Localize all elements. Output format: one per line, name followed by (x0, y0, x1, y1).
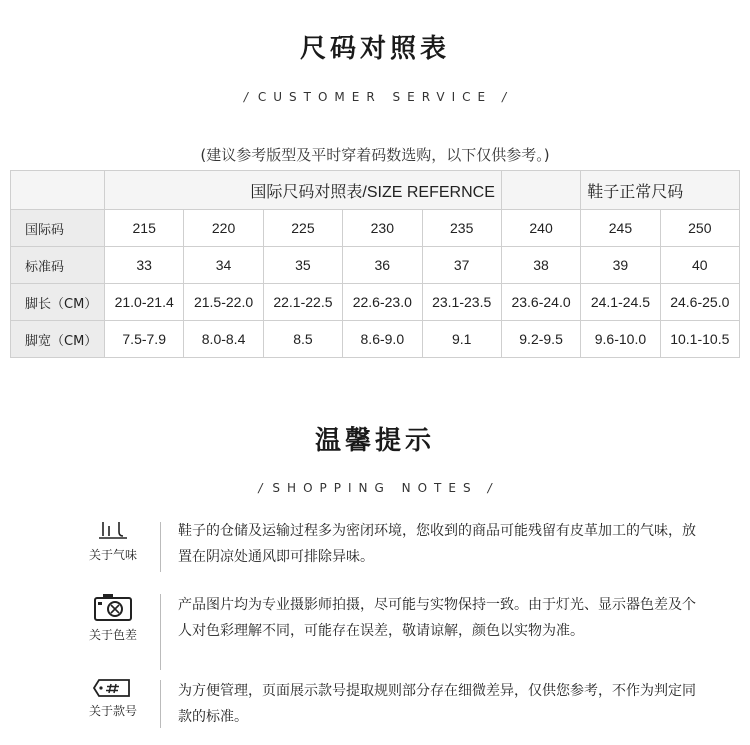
table-cell: 38 (501, 247, 580, 284)
table-header-main: 国际尺码对照表/SIZE REFERNCE (105, 171, 502, 210)
table-cell: 36 (343, 247, 422, 284)
table-cell: 22.6-23.0 (343, 284, 422, 321)
table-cell: 21.5-22.0 (184, 284, 263, 321)
table-cell: 220 (184, 210, 263, 247)
tip-label: 关于款号 (88, 704, 137, 718)
table-row (11, 284, 740, 321)
table-cell: 24.6-25.0 (660, 284, 739, 321)
tip-text: 产品图片均为专业摄影师拍摄，尽可能与实物保持一致。由于灯光、显示器色差及个人对色彩理解不同，可能存在误差，敬请谅解，颜色以实物为准。 (178, 597, 696, 639)
tip-label: 关于气味 (88, 548, 137, 562)
table-row (11, 247, 740, 284)
table-cell: 39 (581, 247, 660, 284)
table-cell: 33 (105, 247, 184, 284)
table-cell: 10.1-10.5 (660, 321, 739, 358)
tip-text: 鞋子的仓储及运输过程多为密闭环境，您收到的商品可能残留有皮革加工的气味，放置在阴凉处通风即可排除异味。 (178, 523, 696, 565)
table-cell: 23.6-24.0 (501, 284, 580, 321)
table-cell: 24.1-24.5 (581, 284, 660, 321)
table-cell: 9.1 (422, 321, 501, 358)
shopping-notes-subtitle (0, 481, 750, 495)
size-chart-title: 尺码对照表 (299, 34, 450, 64)
table-cell: 225 (263, 210, 342, 247)
table-cell: 37 (422, 247, 501, 284)
tag-icon (93, 678, 133, 698)
table-cell: 250 (660, 210, 739, 247)
tips-title: 温馨提示 (314, 426, 435, 456)
camera-icon (93, 592, 133, 622)
table-cell: 7.5-7.9 (105, 321, 184, 358)
table-cell: 235 (422, 210, 501, 247)
row-label: 标准码 (11, 247, 105, 284)
header-spacer (501, 171, 580, 210)
slash-right: / (502, 90, 507, 104)
reference-note: (建议参考版型及平时穿着码数选购，以下仅供参考。) (200, 146, 550, 164)
table-cell: 240 (501, 210, 580, 247)
table-cell: 9.6-10.0 (581, 321, 660, 358)
table-cell: 40 (660, 247, 739, 284)
header-blank-cell (11, 171, 105, 210)
row-label: 国际码 (11, 210, 105, 247)
table-cell: 21.0-21.4 (105, 284, 184, 321)
subtitle-text: CUSTOMER SERVICE (257, 90, 493, 104)
table-header-row (11, 171, 740, 210)
table-cell: 9.2-9.5 (501, 321, 580, 358)
table-row (11, 210, 740, 247)
table-cell: 34 (184, 247, 263, 284)
table-cell: 8.0-8.4 (184, 321, 263, 358)
subtitle-text: SHOPPING NOTES (272, 481, 478, 495)
row-label: 脚长（CM） (11, 284, 105, 321)
table-cell: 8.5 (263, 321, 342, 358)
table-cell: 8.6-9.0 (343, 321, 422, 358)
table-cell: 245 (581, 210, 660, 247)
smell-icon (95, 520, 131, 542)
tip-icon-block (78, 678, 148, 719)
table-cell: 215 (105, 210, 184, 247)
tip-divider (160, 522, 161, 572)
tip-divider (160, 594, 161, 670)
table-cell: 35 (263, 247, 342, 284)
size-table (10, 170, 740, 358)
slash-right: / (487, 481, 492, 495)
tip-icon-block (78, 520, 148, 563)
tip-text: 为方便管理，页面展示款号提取规则部分存在细微差异，仅供您参考，不作为判定同款的标准。 (178, 683, 696, 725)
tip-divider (160, 680, 161, 728)
table-header-right: 鞋子正常尺码 (581, 171, 740, 210)
table-row (11, 321, 740, 358)
slash-left: / (243, 90, 248, 104)
tip-label: 关于色差 (88, 628, 137, 642)
tip-icon-block (78, 592, 148, 643)
row-label: 脚宽（CM） (11, 321, 105, 358)
slash-left: / (258, 481, 263, 495)
table-cell: 23.1-23.5 (422, 284, 501, 321)
table-cell: 230 (343, 210, 422, 247)
table-cell: 22.1-22.5 (263, 284, 342, 321)
customer-service-subtitle (0, 90, 750, 104)
